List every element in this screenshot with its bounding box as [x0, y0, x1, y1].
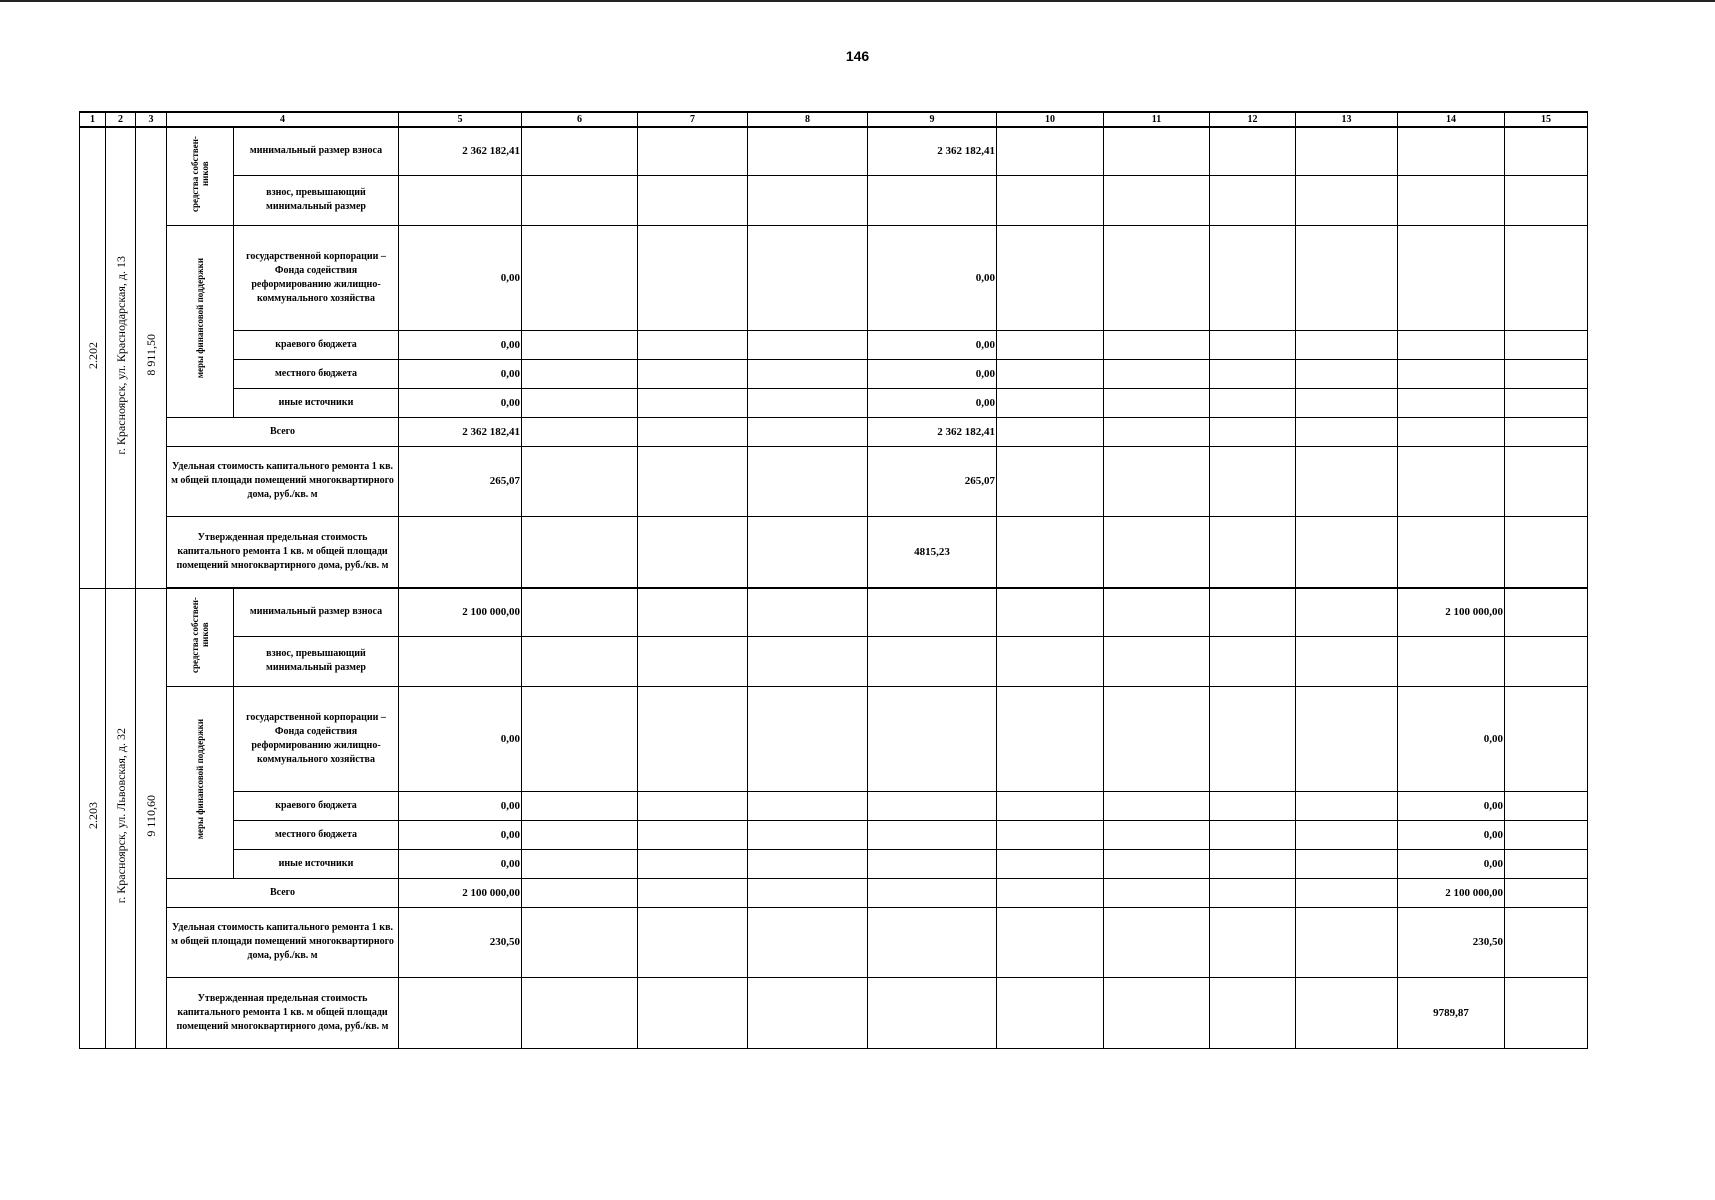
col-header: 5: [399, 112, 522, 127]
record-area: 8 911,50: [144, 334, 158, 377]
cell-c9: 0,00: [868, 330, 997, 359]
cell-c9: 0,00: [868, 388, 997, 417]
row-label-fund: государственной корпорации – Фонда содействия реформированию жилищно-коммунального хозяйства: [234, 225, 399, 330]
col-header: 10: [997, 112, 1104, 127]
area-cell: [136, 588, 167, 1048]
cell-c9: 4815,23: [868, 516, 997, 587]
row-label-regional: краевого бюджета: [234, 330, 399, 359]
cell-c9: 0,00: [868, 359, 997, 388]
cell-c9: 0,00: [868, 225, 997, 330]
record-number: 2.202: [85, 341, 100, 369]
table-row: [80, 225, 1588, 330]
col-header: 3: [136, 112, 167, 127]
row-label-other: иные источники: [234, 849, 399, 878]
col-header: 6: [522, 112, 638, 127]
row-label-total: Всего: [167, 878, 399, 907]
area-cell: [136, 127, 167, 588]
cell-c14: 2 100 000,00: [1398, 588, 1505, 636]
row-label-unit-cost: Удельная стоимость капитального ремонта 1 кв. м общей площади помещений многоквартирного дома, руб./кв. м: [167, 446, 399, 516]
table-row: [80, 330, 1588, 359]
group-support: меры финансовой поддержки: [167, 686, 234, 878]
record-address: г. Красноярск, ул. Львовская, д. 32: [113, 727, 128, 904]
col-header: 14: [1398, 112, 1505, 127]
col-header: 12: [1210, 112, 1296, 127]
cell-c5: 0,00: [399, 686, 522, 791]
cell-c5: 2 362 182,41: [399, 417, 522, 446]
cell-c5: 0,00: [399, 225, 522, 330]
cell-c14: 0,00: [1398, 686, 1505, 791]
table-row: [80, 878, 1588, 907]
group-support: меры финансовой поддержки: [167, 225, 234, 417]
col-header: 15: [1505, 112, 1588, 127]
cell-c9: 2 362 182,41: [868, 127, 997, 175]
table-row: [80, 686, 1588, 791]
cell-c14: 2 100 000,00: [1398, 878, 1505, 907]
cell-c5: 0,00: [399, 359, 522, 388]
cell-c5: 0,00: [399, 791, 522, 820]
col-header: 2: [106, 112, 136, 127]
row-label-limit-cost: Утвержденная предельная стоимость капитального ремонта 1 кв. м общей площади помещений многоквартирного дома, руб./кв. м: [167, 516, 399, 587]
row-label-min-fee: минимальный размер взноса: [234, 127, 399, 175]
page-number: 146: [845, 48, 870, 64]
record-number: 2.203: [85, 802, 100, 829]
cell-c14: 0,00: [1398, 820, 1505, 849]
cell-c5: 265,07: [399, 446, 522, 516]
table-row: [80, 388, 1588, 417]
capital-repair-table: [79, 111, 1588, 1049]
cell-c5: 2 362 182,41: [399, 127, 522, 175]
table-row: [80, 127, 1588, 175]
table-row: [80, 175, 1588, 225]
table-row: [80, 977, 1588, 1048]
row-label-limit-cost: Утвержденная предельная стоимость капитального ремонта 1 кв. м общей площади помещений многоквартирного дома, руб./кв. м: [167, 977, 399, 1048]
col-header: 8: [748, 112, 868, 127]
row-label-min-fee: минимальный размер взноса: [234, 588, 399, 636]
row-label-other: иные источники: [234, 388, 399, 417]
cell-c5: 0,00: [399, 330, 522, 359]
record-area: 9 110,60: [144, 794, 158, 837]
scan-edge: [0, 0, 1715, 2]
row-label-local: местного бюджета: [234, 820, 399, 849]
col-header: 13: [1296, 112, 1398, 127]
table-row: [80, 820, 1588, 849]
cell-c5: 0,00: [399, 849, 522, 878]
cell-c14: 230,50: [1398, 907, 1505, 977]
table-row: [80, 791, 1588, 820]
table-row: [80, 417, 1588, 446]
table-row: [80, 446, 1588, 516]
col-header: 1: [80, 112, 106, 127]
column-number-row: [80, 112, 1588, 127]
cell-c9: 2 362 182,41: [868, 417, 997, 446]
cell-c5: 230,50: [399, 907, 522, 977]
col-header: 4: [167, 112, 399, 127]
group-owners-funds: средства собственников: [167, 588, 234, 686]
row-label-fund: государственной корпорации – Фонда содействия реформированию жилищно-коммунального хозяйства: [234, 686, 399, 791]
record-number-cell: [80, 588, 106, 1048]
row-label-unit-cost: Удельная стоимость капитального ремонта 1 кв. м общей площади помещений многоквартирного дома, руб./кв. м: [167, 907, 399, 977]
cell-c9: 265,07: [868, 446, 997, 516]
cell-c5: 0,00: [399, 820, 522, 849]
row-label-regional: краевого бюджета: [234, 791, 399, 820]
table-row: [80, 849, 1588, 878]
address-cell: [106, 127, 136, 588]
table-row: [80, 636, 1588, 686]
cell-c5: 0,00: [399, 388, 522, 417]
cell-c14: 9789,87: [1398, 977, 1505, 1048]
cell-c14: 0,00: [1398, 791, 1505, 820]
col-header: 7: [638, 112, 748, 127]
table-row: [80, 516, 1588, 587]
row-label-local: местного бюджета: [234, 359, 399, 388]
table-row: [80, 907, 1588, 977]
row-label-over-min: взнос, превышающий минимальный размер: [234, 636, 399, 686]
cell-c14: 0,00: [1398, 849, 1505, 878]
cell-c5: 2 100 000,00: [399, 878, 522, 907]
cell-c5: 2 100 000,00: [399, 588, 522, 636]
row-label-total: Всего: [167, 417, 399, 446]
table-row: [80, 359, 1588, 388]
record-number-cell: [80, 127, 106, 588]
record-address: г. Красноярск, ул. Краснодарская, д. 13: [113, 255, 128, 455]
table-row: [80, 588, 1588, 636]
address-cell: [106, 588, 136, 1048]
col-header: 11: [1104, 112, 1210, 127]
row-label-over-min: взнос, превышающий минимальный размер: [234, 175, 399, 225]
col-header: 9: [868, 112, 997, 127]
group-owners-funds: средства собственников: [167, 127, 234, 225]
